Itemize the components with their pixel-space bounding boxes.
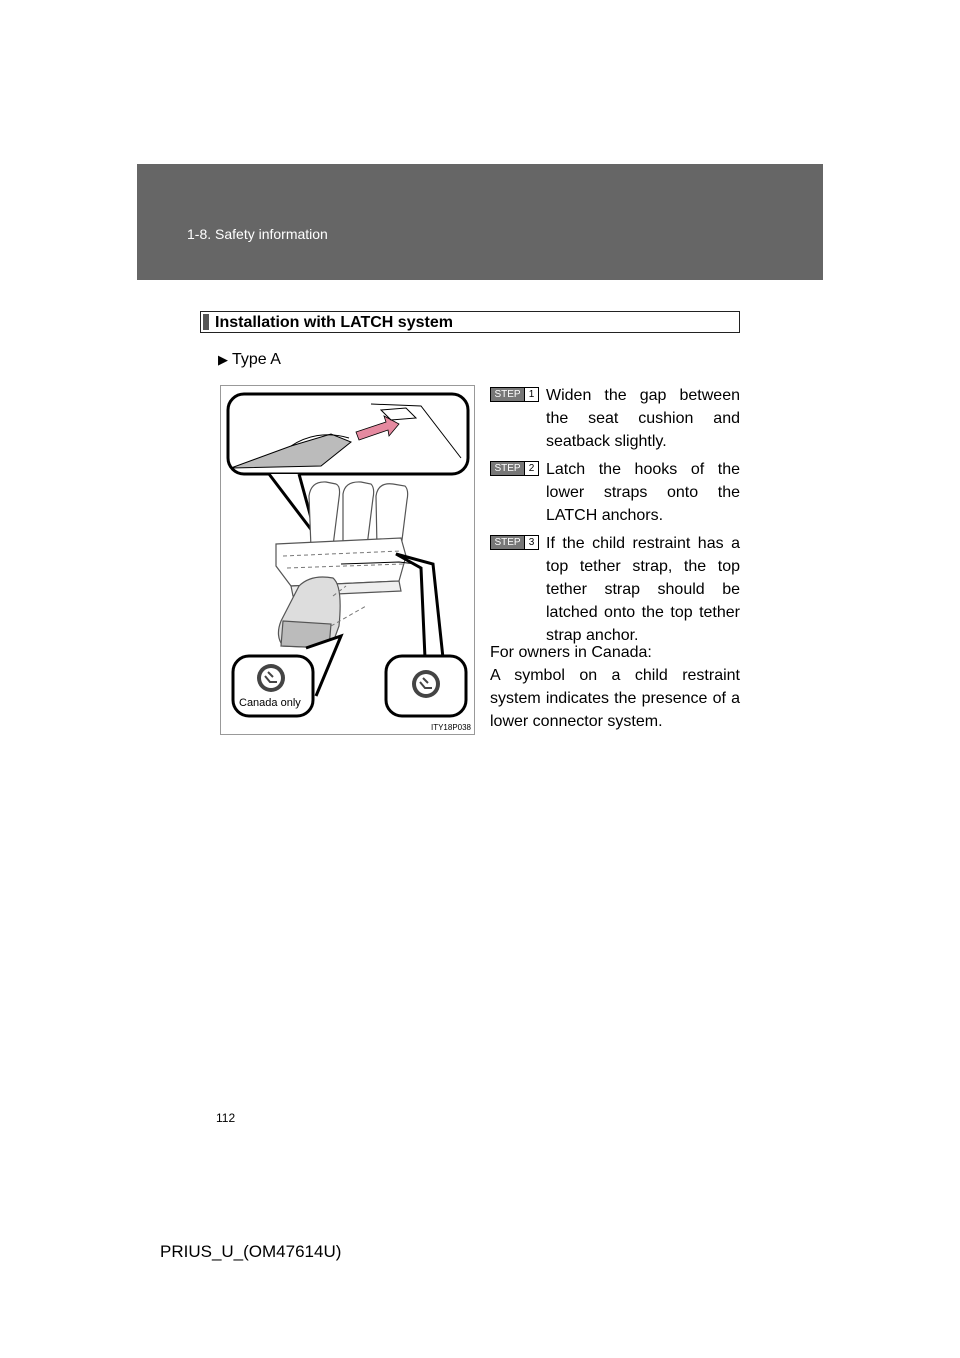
section-breadcrumb: 1-8. Safety information — [187, 226, 328, 242]
step-text: If the child restraint has a top tether strap, the top tether strap should be latched onto the top tether strap anchor. — [546, 535, 740, 644]
step-badge: STEP 2 — [490, 461, 539, 476]
header-band — [137, 164, 823, 280]
triangle-bullet-icon: ▶ — [218, 352, 228, 367]
canada-note-heading: For owners in Canada: — [490, 644, 652, 661]
type-label: Type A — [232, 351, 281, 368]
section-heading-box — [200, 311, 740, 333]
canada-only-label: Canada only — [239, 697, 301, 709]
step-badge: STEP 1 — [490, 387, 539, 402]
callout-pointer-right — [396, 554, 443, 658]
step-text: Widen the gap between the seat cushion and seatback slightly. — [546, 387, 740, 450]
section-title: Installation with LATCH system — [215, 314, 453, 331]
step-list — [490, 384, 740, 652]
step-item — [490, 384, 740, 453]
page-number: 112 — [216, 1111, 236, 1125]
figure-code: ITY18P038 — [430, 723, 471, 732]
canada-note-text: A symbol on a child restraint system indicates the presence of a lower connector system. — [490, 667, 740, 730]
step-text: Latch the hooks of the lower straps onto the LATCH anchors. — [546, 461, 740, 524]
step-badge: STEP 3 — [490, 535, 539, 550]
type-label-line — [218, 351, 281, 369]
latch-diagram-drawing — [221, 386, 476, 736]
canada-note — [490, 641, 740, 733]
heading-bar — [203, 314, 209, 330]
document-code: PRIUS_U_(OM47614U) — [160, 1242, 342, 1261]
step-item — [490, 458, 740, 527]
latch-illustration — [220, 385, 475, 735]
child-seat-drawing — [278, 577, 340, 648]
step-item — [490, 532, 740, 647]
